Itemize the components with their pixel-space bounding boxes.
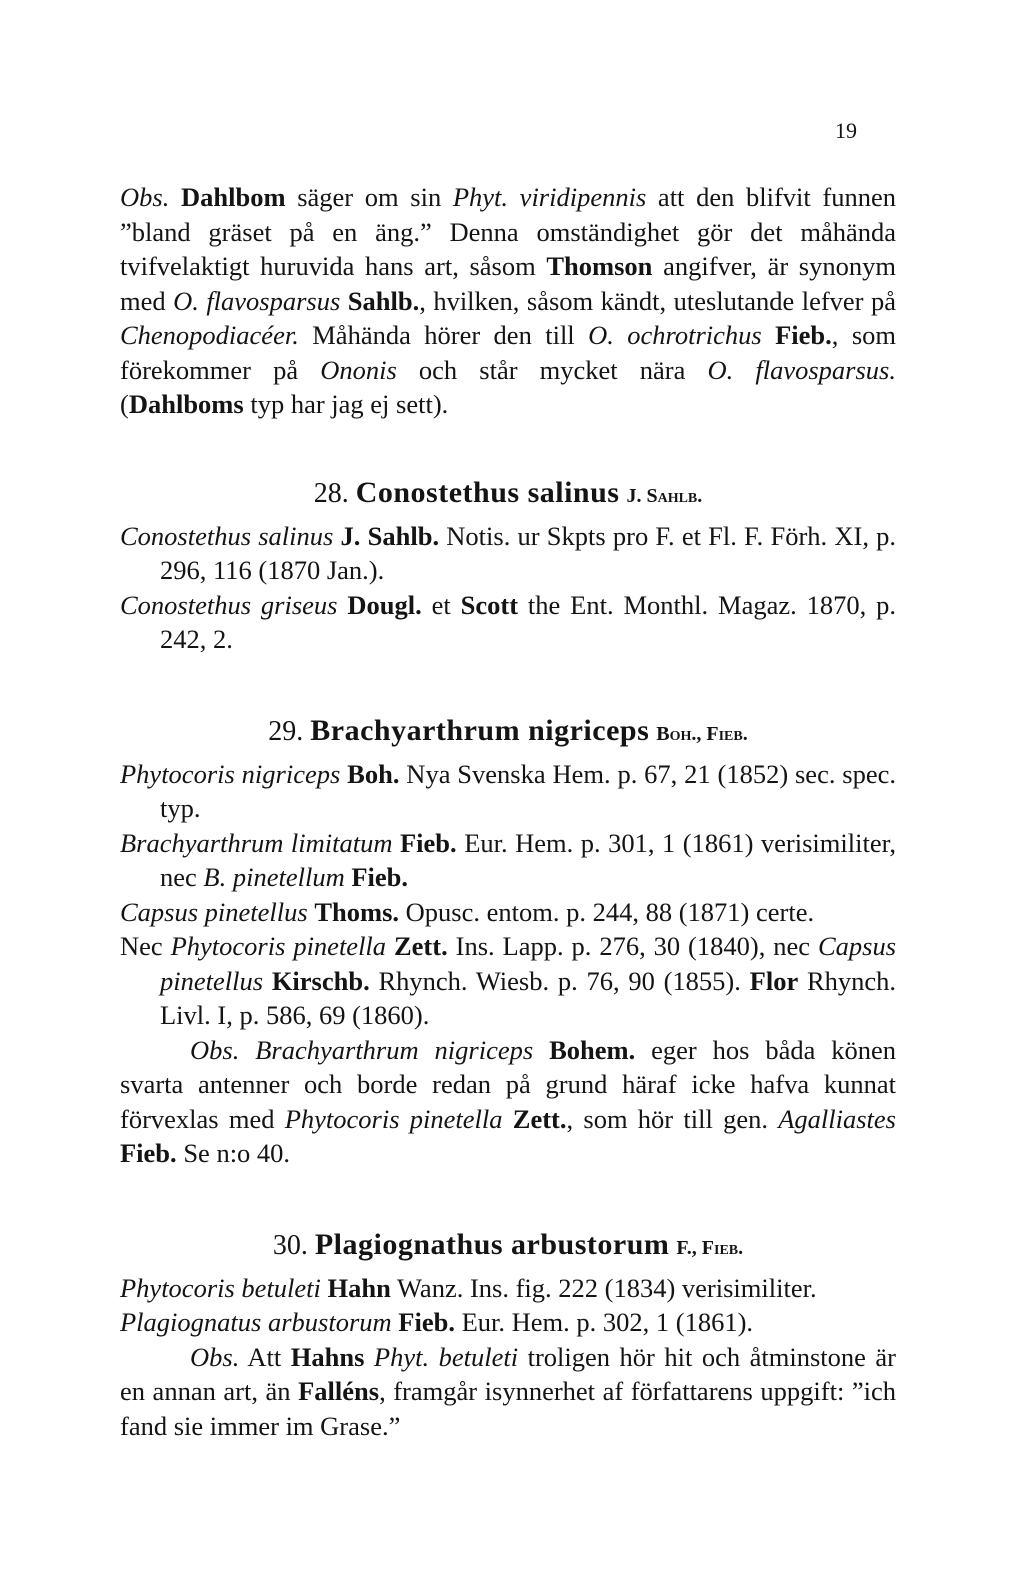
text-run bbox=[503, 1104, 513, 1134]
species-author: J. Sahlb. bbox=[626, 484, 703, 507]
text-run bbox=[239, 1035, 255, 1065]
text-run: Opusc. entom. p. 244, 88 (1871) certe. bbox=[399, 896, 815, 927]
text-run: , som förekommer på bbox=[120, 320, 896, 385]
text-run: att den blifvit funnen ”bland gräset på en äng.” Denna omständighet gör det måhända tvifvelaktigt huruvida hans art, såsom bbox=[120, 182, 896, 281]
synonym-entry bbox=[120, 895, 896, 930]
bold-text: Fieb. bbox=[775, 320, 832, 350]
text-run: Rhynch. Livl. I, p. 586, 69 (1860). bbox=[160, 965, 897, 1030]
text-run bbox=[533, 1035, 549, 1065]
bold-text: Hahns bbox=[290, 1341, 365, 1372]
text-run: Notis. ur Skpts pro F. et Fl. F. Förh. XI, p. 296, 116 (1870 Jan.). bbox=[160, 520, 897, 585]
text-run: Nec bbox=[120, 931, 171, 961]
species-heading-28 bbox=[120, 476, 896, 513]
text-run bbox=[333, 521, 340, 551]
obs-paragraph-brachyarthrum bbox=[120, 1033, 896, 1171]
bold-text: Sahlb. bbox=[347, 285, 420, 316]
synonym-entry bbox=[120, 1305, 896, 1340]
italic-text: Conostethus salinus bbox=[120, 520, 334, 551]
species-heading-30 bbox=[120, 1228, 896, 1265]
italic-text: O. flavosparsus bbox=[173, 285, 341, 316]
bold-text: Bohem. bbox=[549, 1034, 636, 1065]
species-number: 29. bbox=[268, 715, 304, 747]
text-run: säger om sin bbox=[285, 182, 453, 212]
text-run: Eur. Hem. p. 302, 1 (1861). bbox=[454, 1307, 754, 1337]
italic-text: O. ochrotrichus bbox=[588, 320, 762, 350]
italic-text: Chenopodiacéer. bbox=[120, 320, 299, 350]
italic-text: Obs. bbox=[190, 1034, 240, 1065]
italic-text: Ononis bbox=[320, 354, 397, 385]
italic-text: Phyt. viridipennis bbox=[452, 182, 647, 212]
text-run: ( bbox=[120, 389, 129, 419]
text-run: eger hos båda könen svarta antenner och borde redan på grund häraf icke hafva kunnat förvexlas med bbox=[120, 1034, 897, 1134]
text-run: Måhända hörer den till bbox=[298, 320, 589, 350]
text-run: Nya Svenska Hem. p. 67, 21 (1852) sec. spec. typ. bbox=[160, 758, 897, 823]
species-author: Boh., Fieb. bbox=[656, 722, 748, 745]
text-run: et bbox=[421, 589, 461, 620]
text-run: , hvilken, såsom kändt, uteslutande lefver på bbox=[419, 285, 896, 316]
text-run: Rhynch. Wiesb. p. 76, 90 (1855). bbox=[369, 965, 750, 996]
bold-text: Fieb. bbox=[120, 1138, 177, 1168]
bold-text: Boh. bbox=[347, 758, 400, 789]
species-title: Plagiognathus arbustorum bbox=[314, 1227, 670, 1261]
page-number: 19 bbox=[835, 118, 857, 143]
bold-text: Kirschb. bbox=[271, 965, 370, 996]
text-run bbox=[364, 1342, 374, 1372]
italic-text: Phyt. betuleti bbox=[373, 1341, 519, 1372]
page-body bbox=[120, 180, 896, 1443]
bold-text: Zett. bbox=[393, 931, 448, 961]
bold-text: Hahn bbox=[327, 1272, 391, 1303]
italic-text: Obs. bbox=[190, 1341, 240, 1372]
text-run: och står mycket nära bbox=[396, 354, 708, 385]
bold-text: Thomson bbox=[546, 251, 653, 281]
italic-text: Conostethus griseus bbox=[120, 589, 338, 620]
bold-text: Zett. bbox=[512, 1103, 567, 1134]
bold-text: Thoms. bbox=[314, 896, 400, 927]
bold-text: Dougl. bbox=[347, 589, 422, 620]
synonym-entry bbox=[120, 757, 896, 826]
italic-text: B. pinetellum bbox=[203, 862, 345, 892]
text-run bbox=[263, 966, 272, 996]
text-run: troligen hör hit och åtminstone är en annan art, än bbox=[120, 1341, 896, 1406]
text-run: Eur. Hem. p. 301, 1 (1861) verisimiliter, nec bbox=[160, 827, 896, 892]
italic-text: Plagiognatus arbustorum bbox=[120, 1307, 392, 1337]
species-title: Brachyarthrum nigriceps bbox=[310, 713, 650, 747]
species-heading-29 bbox=[120, 714, 896, 751]
italic-text: Phytocoris betuleti bbox=[120, 1272, 321, 1303]
species-title: Conostethus salinus bbox=[355, 475, 620, 509]
synonym-entry bbox=[120, 588, 896, 657]
bold-text: Fieb. bbox=[400, 827, 457, 858]
italic-text: Capsus pinetellus bbox=[160, 931, 897, 996]
text-run: Se n:o 40. bbox=[176, 1138, 291, 1168]
text-run: Ins. Lapp. p. 276, 30 (1840), nec bbox=[447, 931, 818, 961]
italic-text: Agalliastes bbox=[778, 1103, 896, 1134]
text-run: , som hör till gen. bbox=[566, 1103, 779, 1134]
species-author: F., Fieb. bbox=[676, 1236, 744, 1259]
italic-text: Capsus pinetellus bbox=[120, 896, 308, 927]
text-run bbox=[762, 320, 775, 350]
text-run: Att bbox=[239, 1341, 291, 1372]
text-run bbox=[393, 828, 401, 858]
synonym-entry bbox=[120, 826, 896, 895]
bold-text: J. Sahlb. bbox=[340, 520, 440, 551]
italic-text: Obs. bbox=[120, 182, 170, 212]
obs-paragraph-dahlbom bbox=[120, 180, 896, 422]
bold-text: Fieb. bbox=[398, 1307, 455, 1337]
text-run: typ har jag ej sett). bbox=[243, 389, 449, 419]
italic-text: Brachyarthrum nigriceps bbox=[255, 1034, 534, 1065]
text-run: , framgår isynnerhet af författarens uppgift: ”ich fand sie immer im Grase.” bbox=[120, 1376, 896, 1441]
italic-text: Phytocoris pinetella bbox=[170, 931, 387, 961]
bold-text: Scott bbox=[460, 589, 519, 620]
synonym-entry bbox=[120, 1271, 896, 1306]
obs-paragraph-plagiognathus bbox=[120, 1340, 896, 1444]
bold-text: Dahlboms bbox=[128, 389, 244, 419]
species-number: 28. bbox=[313, 477, 349, 509]
text-run: the Ent. Monthl. Magaz. 1870, p. 242, 2. bbox=[160, 589, 897, 654]
italic-text: Brachyarthrum limitatum bbox=[120, 827, 393, 858]
bold-text: Falléns bbox=[298, 1376, 380, 1406]
text-run bbox=[169, 182, 181, 212]
text-run: Wanz. Ins. fig. 222 (1834) verisimiliter. bbox=[390, 1272, 817, 1303]
species-number: 30. bbox=[272, 1229, 308, 1261]
italic-text: O. flavosparsus. bbox=[707, 354, 896, 385]
synonym-entry bbox=[120, 519, 896, 588]
text-run bbox=[340, 286, 347, 316]
bold-text: Fieb. bbox=[351, 862, 409, 892]
text-run: angifver, är synonym med bbox=[120, 251, 896, 316]
italic-text: Phytocoris pinetella bbox=[284, 1103, 503, 1134]
text-run bbox=[337, 590, 347, 620]
bold-text: Flor bbox=[749, 965, 799, 996]
text-run bbox=[321, 1273, 328, 1303]
bold-text: Dahlbom bbox=[180, 182, 286, 212]
italic-text: Phytocoris nigriceps bbox=[120, 758, 341, 789]
synonym-entry bbox=[120, 929, 896, 1033]
text-run bbox=[386, 931, 394, 961]
